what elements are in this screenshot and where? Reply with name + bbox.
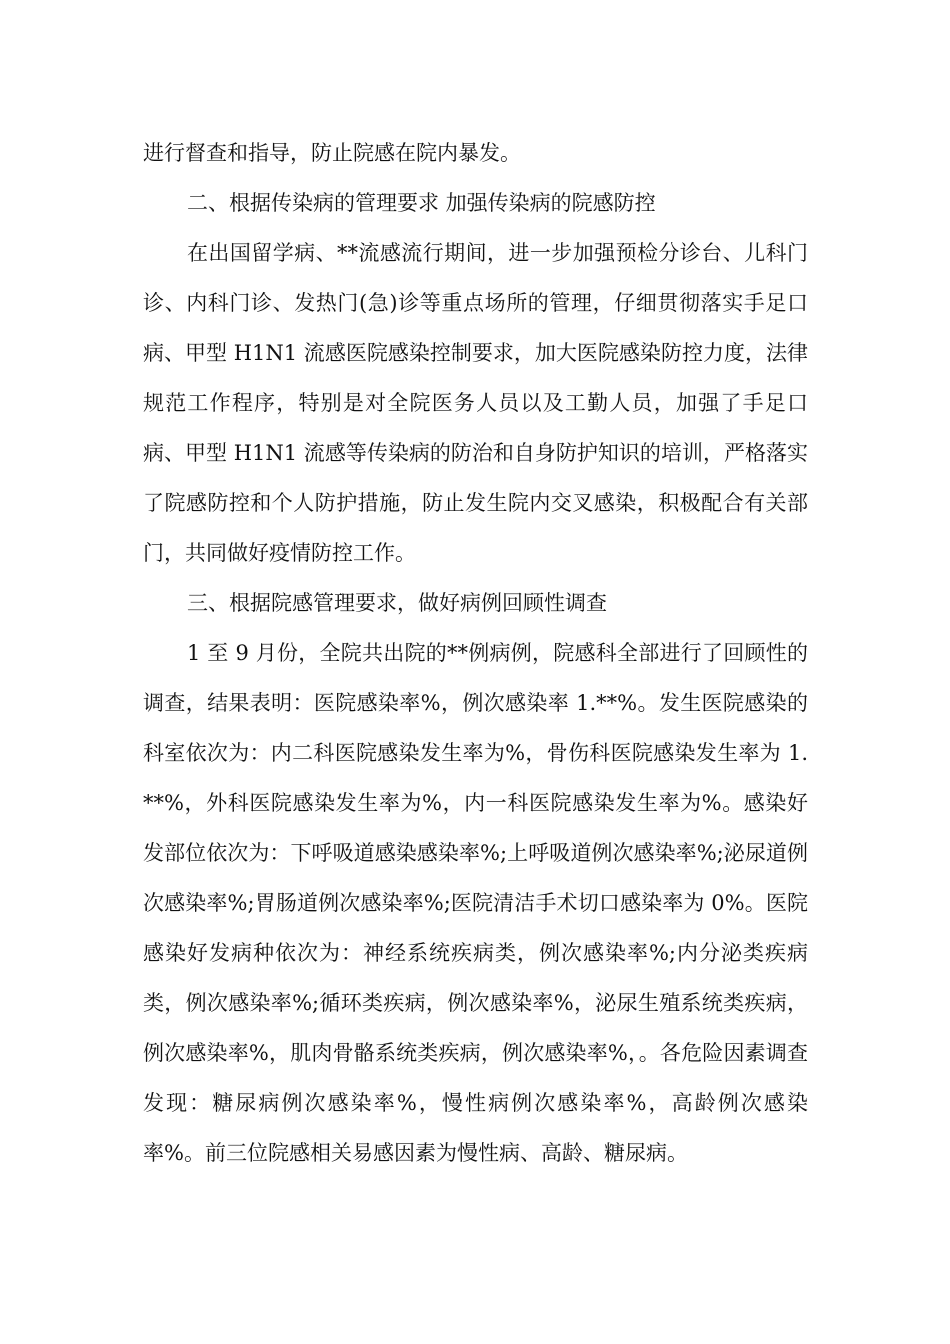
document-body bbox=[143, 128, 808, 1178]
section-heading-2: 二、根据传染病的管理要求 加强传染病的院感防控 bbox=[187, 191, 656, 215]
section-heading-3: 三、根据院感管理要求，做好病例回顾性调查 bbox=[187, 591, 607, 615]
paragraph-continuation: 进行督查和指导，防止院感在院内暴发。 bbox=[143, 141, 521, 165]
paragraph-retrospective-survey: 1 至 9 月份，全院共出院的**例病例，院感科全部进行了回顾性的调查，结果表明：医院感染率%，例次感染率 1.**%。发生医院感染的科室依次为：内二科医院感染发生率为%，骨伤科医院感染发生率为 1.**%，外科医院感染发生率为%，内一科医院感染发生率为%。感染好发部位依次为：下呼吸道感染感染率%;上呼吸道例次感染率%;泌尿道例次感染率%;胃肠道例次感染率%;医院清洁手术切口感染率为 0%。医院感染好发病种依次为：神经系统疾病类，例次感染率%;内分泌类疾病类，例次感染率%;循环类疾病，例次感染率%，泌尿生殖系统类疾病，例次感染率%，肌肉骨骼系统类疾病，例次感染率%，。各危险因素调查发现：糖尿病例次感染率%，慢性病例次感染率%，高龄例次感染率%。前三位院感相关易感因素为慢性病、高龄、糖尿病。 bbox=[143, 641, 808, 1165]
paragraph-infection-control: 在出国留学病、**流感流行期间，进一步加强预检分诊台、儿科门诊、内科门诊、发热门(急)诊等重点场所的管理，仔细贯彻落实手足口病、甲型 H1N1 流感医院感染控制要求，加大医院感染防控力度，法律规范工作程序，特别是对全院医务人员以及工勤人员，加强了手足口病、甲型 H1N1 流感等传染病的防治和自身防护知识的培训，严格落实了院感防控和个人防护措施，防止发生院内交叉感染，积极配合有关部门，共同做好疫情防控工作。 bbox=[143, 241, 808, 565]
